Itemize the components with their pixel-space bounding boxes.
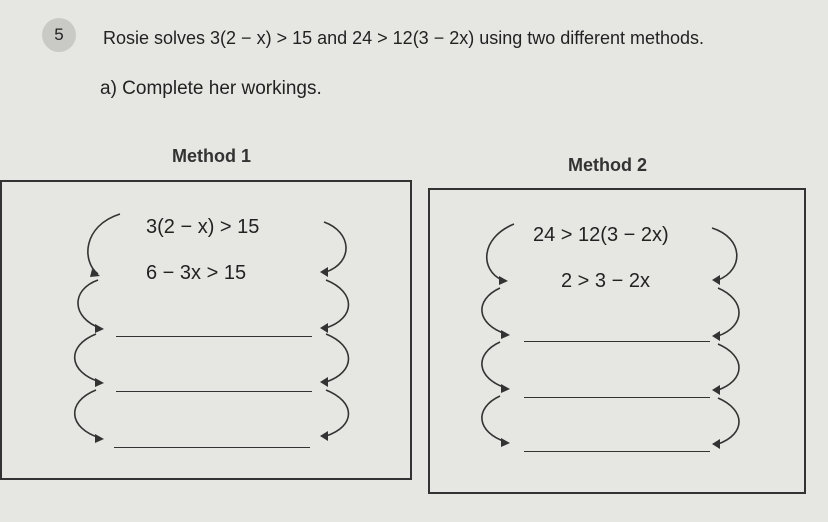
method1-right-arrows (320, 222, 349, 441)
method2-line-1: 24 > 12(3 − 2x) (533, 224, 669, 246)
question-number: 5 (42, 18, 76, 52)
method1-left-arrows (75, 214, 120, 443)
method2-title: Method 2 (568, 155, 647, 175)
part-a-prompt: a) Complete her workings. (100, 78, 322, 99)
method2-line-2: 2 > 3 − 2x (561, 270, 650, 292)
method2-right-arrows (712, 228, 739, 449)
question-text: Rosie solves 3(2 − x) > 15 and 24 > 12(3 − 2x) using two different methods. (103, 28, 705, 48)
method1-line-1: 3(2 − x) > 15 (146, 216, 260, 238)
method1-line-2: 6 − 3x > 15 (146, 262, 247, 284)
method1-title: Method 1 (172, 146, 251, 166)
method2-left-arrows (482, 224, 514, 447)
